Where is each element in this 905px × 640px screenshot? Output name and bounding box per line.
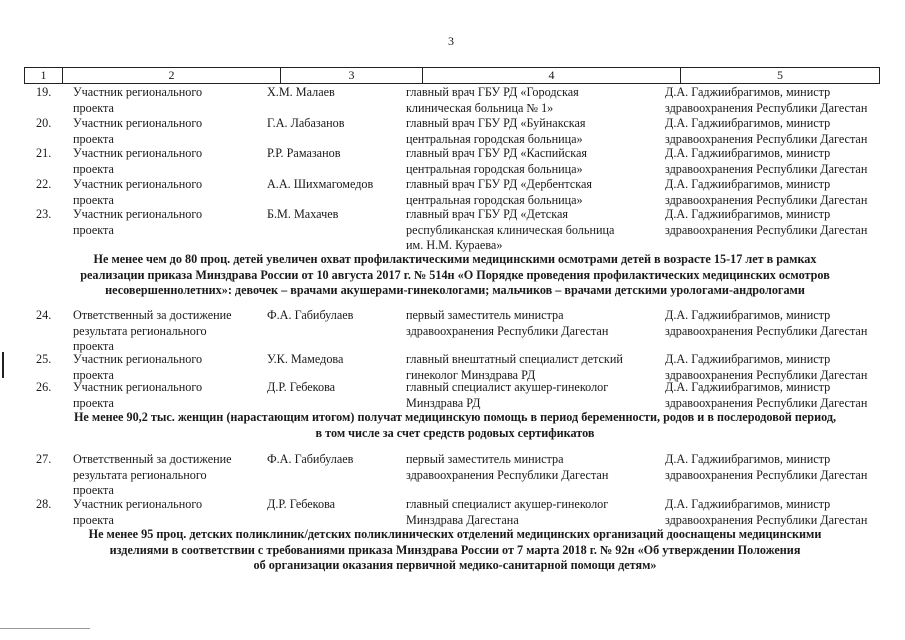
row-role: Ответственный за достижение результата регионального проекта — [73, 452, 232, 498]
header-col-3: 3 — [280, 68, 422, 83]
row-role: Участник регионального проекта — [73, 116, 203, 146]
row-position: главный внештатный специалист детский гинеколог Минздрава РД — [406, 352, 623, 382]
row-role: Участник регионального проекта — [73, 177, 203, 207]
row-approver: Д.А. Гаджиибрагимов, министр здравоохранения Республики Дагестан — [665, 177, 868, 207]
row-person: Д.Р. Гебекова — [267, 380, 336, 394]
row-approver: Д.А. Гаджиибрагимов, министр здравоохранения Республики Дагестан — [665, 308, 868, 338]
row-approver: Д.А. Гаджиибрагимов, министр здравоохранения Республики Дагестан — [665, 85, 868, 115]
section-heading-2: Не менее 90,2 тыс. женщин (нарастающим итогом) получат медицинскую помощь в период беременности, родов и в послеродовой период, в том числе за счет средств родовых сертификатов — [73, 410, 837, 440]
row-approver: Д.А. Гаджиибрагимов, министр здравоохранения Республики Дагестан — [665, 207, 868, 237]
row-number: 20. — [36, 116, 52, 130]
row-person: Х.М. Малаев — [267, 85, 335, 99]
row-number: 21. — [36, 146, 52, 160]
table-header — [24, 67, 880, 84]
page-number: 3 — [448, 34, 454, 48]
row-number: 23. — [36, 207, 52, 221]
row-role: Участник регионального проекта — [73, 146, 203, 176]
row-number: 24. — [36, 308, 52, 322]
row-role: Участник регионального проекта — [73, 352, 203, 382]
row-person: Р.Р. Рамазанов — [267, 146, 341, 160]
row-number: 19. — [36, 85, 52, 99]
row-approver: Д.А. Гаджиибрагимов, министр здравоохранения Республики Дагестан — [665, 146, 868, 176]
row-person: Б.М. Махачев — [267, 207, 339, 221]
section-heading-3: Не менее 95 проц. детских поликлиник/детских поликлинических отделений медицинских организаций дооснащены медицинскими изделиями в соответствии с требованиями приказа Минздрава России от 7 марта 2018 г. № 92н «Об утверждении Положения об организации оказания первичной медико-санитарной помощи детям» — [88, 527, 822, 573]
row-person: Д.Р. Гебекова — [267, 497, 336, 511]
margin-mark — [2, 352, 4, 378]
row-number: 22. — [36, 177, 52, 191]
row-position: первый заместитель министра здравоохранения Республики Дагестан — [406, 452, 609, 482]
row-position: главный врач ГБУ РД «Детская республиканская клиническая больница им. Н.М. Кураева» — [406, 207, 615, 253]
row-role: Участник регионального проекта — [73, 497, 203, 527]
row-number: 28. — [36, 497, 52, 511]
row-role: Участник регионального проекта — [73, 85, 203, 115]
row-position: главный врач ГБУ РД «Каспийская центральная городская больница» — [406, 146, 587, 176]
row-position: главный специалист акушер-гинеколог Минздрава РД — [406, 380, 609, 410]
row-approver: Д.А. Гаджиибрагимов, министр здравоохранения Республики Дагестан — [665, 497, 868, 527]
row-person: У.К. Мамедова — [267, 352, 344, 366]
row-position: главный врач ГБУ РД «Буйнакская центральная городская больница» — [406, 116, 586, 146]
row-person: Ф.А. Габибулаев — [267, 308, 354, 322]
row-role: Участник регионального проекта — [73, 207, 203, 237]
row-role: Ответственный за достижение результата регионального проекта — [73, 308, 232, 354]
row-position: главный врач ГБУ РД «Дербентская центральная городская больница» — [406, 177, 593, 207]
row-role: Участник регионального проекта — [73, 380, 203, 410]
header-col-5: 5 — [680, 68, 880, 83]
row-approver: Д.А. Гаджиибрагимов, министр здравоохранения Республики Дагестан — [665, 352, 868, 382]
row-position: главный врач ГБУ РД «Городская клиническая больница № 1» — [406, 85, 579, 115]
header-col-2: 2 — [62, 68, 280, 83]
footer-rule — [0, 628, 90, 629]
row-approver: Д.А. Гаджиибрагимов, министр здравоохранения Республики Дагестан — [665, 380, 868, 410]
row-person: А.А. Шихмагомедов — [267, 177, 374, 191]
row-number: 27. — [36, 452, 52, 466]
row-position: главный специалист акушер-гинеколог Минздрава Дагестана — [406, 497, 609, 527]
header-col-1: 1 — [24, 68, 62, 83]
row-approver: Д.А. Гаджиибрагимов, министр здравоохранения Республики Дагестан — [665, 116, 868, 146]
row-number: 26. — [36, 380, 52, 394]
row-person: Ф.А. Габибулаев — [267, 452, 354, 466]
header-col-4: 4 — [422, 68, 680, 83]
row-person: Г.А. Лабазанов — [267, 116, 345, 130]
row-position: первый заместитель министра здравоохранения Республики Дагестан — [406, 308, 609, 338]
section-heading-1: Не менее чем до 80 проц. детей увеличен охват профилактическими медицинскими осмотрами детей в возрасте 15-17 лет в рамках реализации приказа Минздрава России от 10 августа 2017 г. № 514н «О Порядке проведения профилактических медицинских осмотров несовершеннолетних»: девочек – врачами акушерами-гинекологами; мальчиков – врачами детскими урологами-андрологами — [80, 252, 830, 298]
row-number: 25. — [36, 352, 52, 366]
row-approver: Д.А. Гаджиибрагимов, министр здравоохранения Республики Дагестан — [665, 452, 868, 482]
